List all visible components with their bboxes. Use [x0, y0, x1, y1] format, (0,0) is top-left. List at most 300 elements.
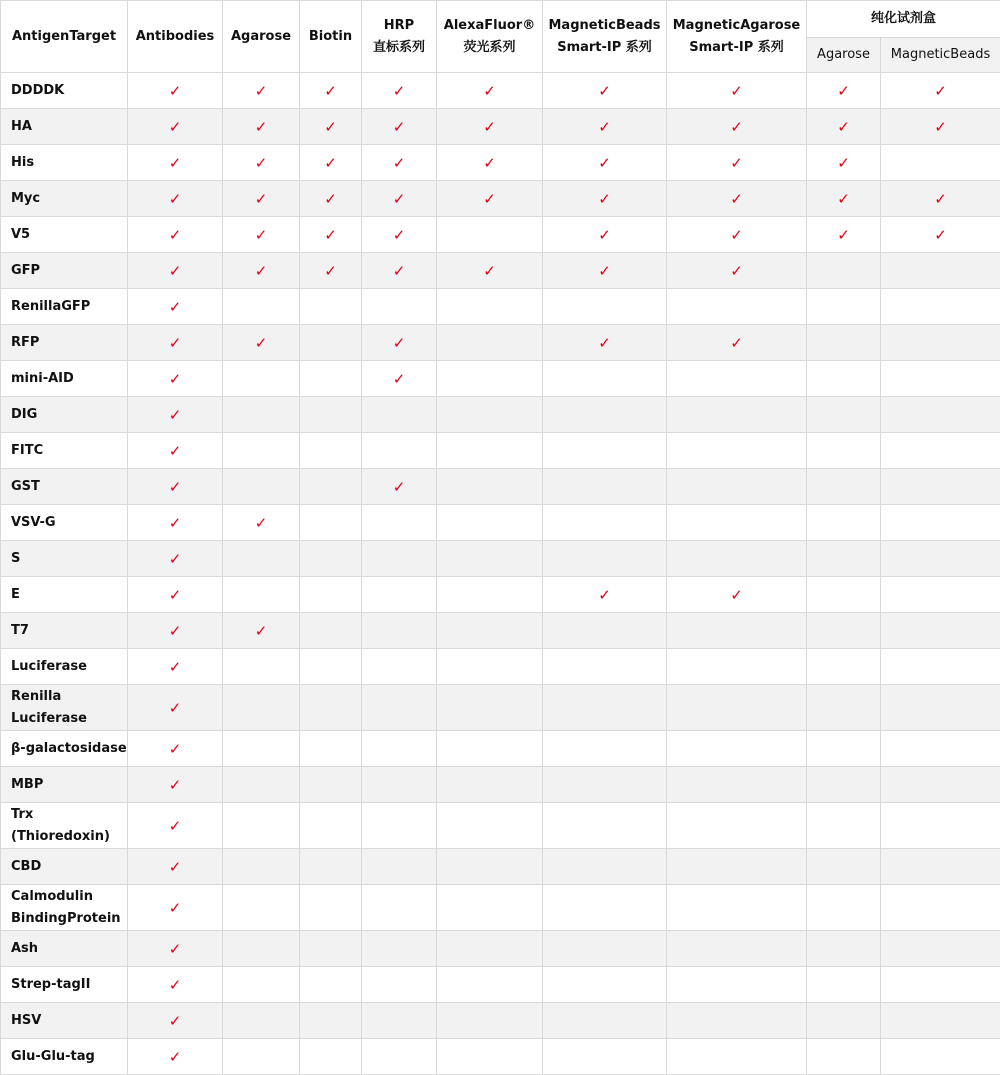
check-icon: ✓: [730, 154, 743, 172]
availability-cell: [543, 885, 667, 931]
antigen-name-line: VSV-G: [11, 515, 56, 530]
antigen-name: [1, 217, 128, 253]
availability-cell: [667, 505, 807, 541]
availability-cell: [807, 541, 881, 577]
availability-cell: [881, 613, 1000, 649]
antigen-name: [1, 931, 128, 967]
table-row: [1, 73, 1000, 109]
check-icon: ✓: [169, 478, 182, 496]
check-icon: ✓: [169, 1012, 182, 1030]
antigen-name-line: His: [11, 155, 34, 170]
check-icon: ✓: [393, 226, 406, 244]
check-icon: ✓: [169, 190, 182, 208]
availability-cell: [667, 767, 807, 803]
availability-cell: [437, 433, 543, 469]
check-icon: ✓: [483, 154, 496, 172]
availability-cell: [128, 505, 223, 541]
availability-cell: [543, 649, 667, 685]
availability-cell: [437, 109, 543, 145]
availability-cell: [300, 1003, 362, 1039]
availability-cell: [128, 767, 223, 803]
antigen-name: [1, 433, 128, 469]
check-icon: ✓: [169, 334, 182, 352]
availability-cell: [362, 73, 437, 109]
availability-cell: [437, 931, 543, 967]
availability-cell: [807, 433, 881, 469]
availability-cell: [543, 849, 667, 885]
antigen-name-line: DIG: [11, 407, 37, 422]
check-icon: ✓: [393, 190, 406, 208]
availability-cell: [807, 577, 881, 613]
availability-cell: [807, 361, 881, 397]
availability-cell: [362, 613, 437, 649]
availability-cell: [300, 109, 362, 145]
availability-cell: [128, 181, 223, 217]
availability-cell: [881, 469, 1000, 505]
table-row: [1, 181, 1000, 217]
availability-cell: [362, 767, 437, 803]
availability-cell: [667, 361, 807, 397]
availability-cell: [362, 505, 437, 541]
availability-cell: [437, 469, 543, 505]
availability-cell: [667, 433, 807, 469]
check-icon: ✓: [598, 226, 611, 244]
check-icon: ✓: [169, 370, 182, 388]
availability-cell: [128, 685, 223, 731]
header-antibodies: Antibodies: [128, 1, 223, 73]
antigen-name: [1, 613, 128, 649]
availability-cell: [543, 685, 667, 731]
availability-cell: [667, 649, 807, 685]
availability-cell: [543, 803, 667, 849]
availability-cell: [300, 505, 362, 541]
availability-cell: [543, 289, 667, 325]
check-icon: ✓: [483, 82, 496, 100]
check-icon: ✓: [255, 622, 268, 640]
antigen-name: [1, 731, 128, 767]
availability-cell: [128, 1003, 223, 1039]
check-icon: ✓: [169, 586, 182, 604]
check-icon: ✓: [837, 118, 850, 136]
availability-cell: [437, 885, 543, 931]
availability-cell: [300, 325, 362, 361]
check-icon: ✓: [934, 226, 947, 244]
availability-cell: [437, 217, 543, 253]
antigen-name: [1, 541, 128, 577]
availability-cell: [128, 109, 223, 145]
availability-cell: [300, 649, 362, 685]
availability-cell: [223, 649, 300, 685]
table-row: [1, 541, 1000, 577]
availability-cell: [223, 145, 300, 181]
antigen-name: [1, 849, 128, 885]
check-icon: ✓: [598, 154, 611, 172]
check-icon: ✓: [393, 154, 406, 172]
availability-cell: [543, 505, 667, 541]
availability-cell: [881, 1039, 1000, 1075]
availability-cell: [437, 253, 543, 289]
availability-cell: [881, 541, 1000, 577]
check-icon: ✓: [730, 262, 743, 280]
availability-cell: [807, 217, 881, 253]
header-magnetic-agarose: MagneticAgarose Smart-IP 系列: [667, 1, 807, 73]
availability-cell: [667, 325, 807, 361]
availability-cell: [807, 1039, 881, 1075]
table-body: [1, 73, 1000, 1075]
table-row: [1, 325, 1000, 361]
antigen-name-line: HSV: [11, 1013, 41, 1028]
availability-cell: [128, 289, 223, 325]
availability-cell: [543, 253, 667, 289]
availability-cell: [362, 577, 437, 613]
table-row: [1, 649, 1000, 685]
table-row: [1, 433, 1000, 469]
antigen-name-line: Renilla: [11, 689, 61, 704]
antigen-name-line: E: [11, 587, 20, 602]
availability-cell: [437, 181, 543, 217]
availability-cell: [362, 253, 437, 289]
check-icon: ✓: [598, 334, 611, 352]
check-icon: ✓: [169, 699, 182, 717]
table-row: [1, 505, 1000, 541]
availability-cell: [667, 931, 807, 967]
antigen-name: [1, 885, 128, 931]
availability-cell: [807, 685, 881, 731]
availability-cell: [807, 73, 881, 109]
availability-cell: [223, 931, 300, 967]
availability-cell: [881, 253, 1000, 289]
availability-cell: [667, 397, 807, 433]
check-icon: ✓: [393, 370, 406, 388]
header-purification-kit: 纯化试剂盒: [807, 1, 1000, 38]
table-row: [1, 145, 1000, 181]
availability-cell: [223, 577, 300, 613]
availability-cell: [881, 649, 1000, 685]
check-icon: ✓: [837, 226, 850, 244]
availability-cell: [300, 931, 362, 967]
check-icon: ✓: [324, 190, 337, 208]
antigen-name-line: Ash: [11, 941, 38, 956]
check-icon: ✓: [837, 190, 850, 208]
availability-cell: [543, 73, 667, 109]
availability-cell: [667, 253, 807, 289]
availability-cell: [223, 469, 300, 505]
availability-cell: [543, 325, 667, 361]
check-icon: ✓: [730, 190, 743, 208]
availability-cell: [223, 849, 300, 885]
availability-cell: [543, 361, 667, 397]
availability-cell: [437, 613, 543, 649]
header-antigen-target: AntigenTarget: [1, 1, 128, 73]
check-icon: ✓: [169, 817, 182, 835]
antigen-name-line: β-galactosidase: [11, 741, 127, 756]
antigen-name: [1, 73, 128, 109]
check-icon: ✓: [169, 226, 182, 244]
availability-cell: [543, 541, 667, 577]
subheader-agarose: Agarose: [807, 38, 881, 73]
availability-cell: [362, 1039, 437, 1075]
availability-cell: [223, 505, 300, 541]
availability-cell: [300, 803, 362, 849]
availability-cell: [667, 109, 807, 145]
table-row: [1, 731, 1000, 767]
availability-cell: [807, 885, 881, 931]
availability-cell: [667, 289, 807, 325]
availability-cell: [807, 325, 881, 361]
check-icon: ✓: [324, 262, 337, 280]
availability-cell: [437, 541, 543, 577]
availability-cell: [881, 289, 1000, 325]
availability-cell: [667, 731, 807, 767]
availability-cell: [362, 109, 437, 145]
availability-cell: [667, 73, 807, 109]
availability-cell: [128, 849, 223, 885]
availability-cell: [543, 1003, 667, 1039]
availability-cell: [362, 361, 437, 397]
availability-cell: [881, 849, 1000, 885]
availability-cell: [667, 967, 807, 1003]
availability-cell: [300, 613, 362, 649]
availability-cell: [300, 731, 362, 767]
availability-cell: [543, 145, 667, 181]
antigen-name: [1, 767, 128, 803]
antigen-name: [1, 505, 128, 541]
availability-cell: [807, 803, 881, 849]
availability-cell: [437, 397, 543, 433]
availability-cell: [128, 361, 223, 397]
antigen-name-line: Calmodulin: [11, 889, 93, 904]
check-icon: ✓: [393, 82, 406, 100]
check-icon: ✓: [324, 154, 337, 172]
availability-cell: [543, 469, 667, 505]
availability-cell: [437, 73, 543, 109]
availability-cell: [807, 649, 881, 685]
availability-cell: [362, 849, 437, 885]
availability-cell: [223, 253, 300, 289]
check-icon: ✓: [169, 514, 182, 532]
availability-cell: [881, 505, 1000, 541]
availability-cell: [128, 649, 223, 685]
table-row: [1, 1039, 1000, 1075]
antigen-name-line: HA: [11, 119, 32, 134]
availability-cell: [437, 1039, 543, 1075]
antigen-name-line: RFP: [11, 335, 39, 350]
check-icon: ✓: [598, 586, 611, 604]
availability-cell: [300, 885, 362, 931]
availability-cell: [881, 217, 1000, 253]
availability-cell: [667, 613, 807, 649]
check-icon: ✓: [934, 190, 947, 208]
availability-cell: [437, 505, 543, 541]
availability-cell: [881, 397, 1000, 433]
check-icon: ✓: [393, 262, 406, 280]
check-icon: ✓: [598, 82, 611, 100]
check-icon: ✓: [169, 262, 182, 280]
check-icon: ✓: [730, 82, 743, 100]
availability-cell: [362, 803, 437, 849]
availability-cell: [881, 685, 1000, 731]
availability-cell: [807, 731, 881, 767]
header-hrp: HRP 直标系列: [362, 1, 437, 73]
check-icon: ✓: [393, 478, 406, 496]
header-biotin: Biotin: [300, 1, 362, 73]
availability-cell: [128, 145, 223, 181]
check-icon: ✓: [483, 118, 496, 136]
check-icon: ✓: [324, 82, 337, 100]
antigen-name: [1, 469, 128, 505]
availability-cell: [223, 1039, 300, 1075]
availability-cell: [128, 325, 223, 361]
availability-cell: [128, 469, 223, 505]
availability-cell: [543, 1039, 667, 1075]
check-icon: ✓: [169, 740, 182, 758]
antigen-name: [1, 253, 128, 289]
availability-cell: [543, 181, 667, 217]
availability-cell: [437, 849, 543, 885]
check-icon: ✓: [169, 442, 182, 460]
availability-cell: [223, 1003, 300, 1039]
availability-cell: [543, 577, 667, 613]
availability-cell: [881, 181, 1000, 217]
availability-cell: [543, 397, 667, 433]
availability-cell: [543, 217, 667, 253]
availability-cell: [362, 469, 437, 505]
availability-cell: [807, 505, 881, 541]
availability-cell: [223, 109, 300, 145]
availability-cell: [300, 361, 362, 397]
availability-cell: [128, 931, 223, 967]
availability-cell: [437, 145, 543, 181]
header-magnetic-beads: MagneticBeads Smart-IP 系列: [543, 1, 667, 73]
availability-cell: [223, 885, 300, 931]
availability-cell: [362, 1003, 437, 1039]
check-icon: ✓: [837, 154, 850, 172]
antigen-name-line: FITC: [11, 443, 43, 458]
availability-cell: [881, 109, 1000, 145]
availability-cell: [223, 731, 300, 767]
availability-cell: [362, 685, 437, 731]
check-icon: ✓: [169, 976, 182, 994]
availability-cell: [437, 361, 543, 397]
availability-cell: [881, 1003, 1000, 1039]
availability-cell: [807, 767, 881, 803]
availability-cell: [223, 613, 300, 649]
availability-cell: [223, 181, 300, 217]
availability-cell: [667, 1003, 807, 1039]
availability-cell: [881, 803, 1000, 849]
availability-cell: [362, 967, 437, 1003]
availability-cell: [437, 803, 543, 849]
table-row: [1, 253, 1000, 289]
availability-cell: [300, 577, 362, 613]
antigen-name: [1, 803, 128, 849]
check-icon: ✓: [598, 190, 611, 208]
availability-cell: [543, 767, 667, 803]
availability-cell: [667, 685, 807, 731]
check-icon: ✓: [169, 622, 182, 640]
availability-cell: [543, 731, 667, 767]
header-alexafluor: AlexaFluor® 荧光系列: [437, 1, 543, 73]
check-icon: ✓: [730, 334, 743, 352]
check-icon: ✓: [934, 118, 947, 136]
availability-cell: [223, 433, 300, 469]
availability-cell: [300, 967, 362, 1003]
table-row: [1, 217, 1000, 253]
subheader-magnetic-beads: MagneticBeads: [881, 38, 1000, 73]
availability-cell: [300, 181, 362, 217]
check-icon: ✓: [730, 118, 743, 136]
antigen-name: [1, 109, 128, 145]
availability-cell: [881, 767, 1000, 803]
check-icon: ✓: [483, 262, 496, 280]
availability-cell: [128, 397, 223, 433]
availability-cell: [667, 885, 807, 931]
antigen-name: [1, 1039, 128, 1075]
availability-cell: [223, 685, 300, 731]
availability-cell: [437, 767, 543, 803]
availability-cell: [223, 325, 300, 361]
availability-cell: [881, 931, 1000, 967]
table-row: [1, 1003, 1000, 1039]
availability-cell: [881, 361, 1000, 397]
availability-cell: [300, 289, 362, 325]
availability-cell: [223, 361, 300, 397]
availability-cell: [667, 217, 807, 253]
availability-cell: [881, 433, 1000, 469]
availability-cell: [362, 289, 437, 325]
antigen-name-line: V5: [11, 227, 30, 242]
antigen-name-line: CBD: [11, 859, 41, 874]
table-row: [1, 361, 1000, 397]
antigen-name: [1, 577, 128, 613]
antigen-name-line: MBP: [11, 777, 43, 792]
check-icon: ✓: [169, 858, 182, 876]
availability-cell: [807, 849, 881, 885]
antigen-name: [1, 649, 128, 685]
availability-cell: [807, 253, 881, 289]
availability-cell: [223, 289, 300, 325]
availability-cell: [128, 967, 223, 1003]
availability-cell: [300, 541, 362, 577]
availability-cell: [807, 109, 881, 145]
check-icon: ✓: [169, 940, 182, 958]
availability-cell: [128, 577, 223, 613]
check-icon: ✓: [169, 658, 182, 676]
check-icon: ✓: [837, 82, 850, 100]
availability-cell: [362, 397, 437, 433]
antigen-name: [1, 397, 128, 433]
availability-cell: [437, 1003, 543, 1039]
antigen-name-line: Myc: [11, 191, 40, 206]
availability-cell: [300, 767, 362, 803]
availability-cell: [362, 181, 437, 217]
check-icon: ✓: [169, 298, 182, 316]
availability-cell: [437, 967, 543, 1003]
availability-cell: [128, 433, 223, 469]
antigen-name-line: Luciferase: [11, 659, 87, 674]
table-row: [1, 931, 1000, 967]
availability-cell: [881, 967, 1000, 1003]
check-icon: ✓: [255, 514, 268, 532]
availability-cell: [881, 145, 1000, 181]
availability-cell: [128, 253, 223, 289]
availability-cell: [128, 541, 223, 577]
availability-cell: [667, 469, 807, 505]
check-icon: ✓: [934, 82, 947, 100]
check-icon: ✓: [255, 154, 268, 172]
availability-cell: [543, 433, 667, 469]
check-icon: ✓: [169, 154, 182, 172]
